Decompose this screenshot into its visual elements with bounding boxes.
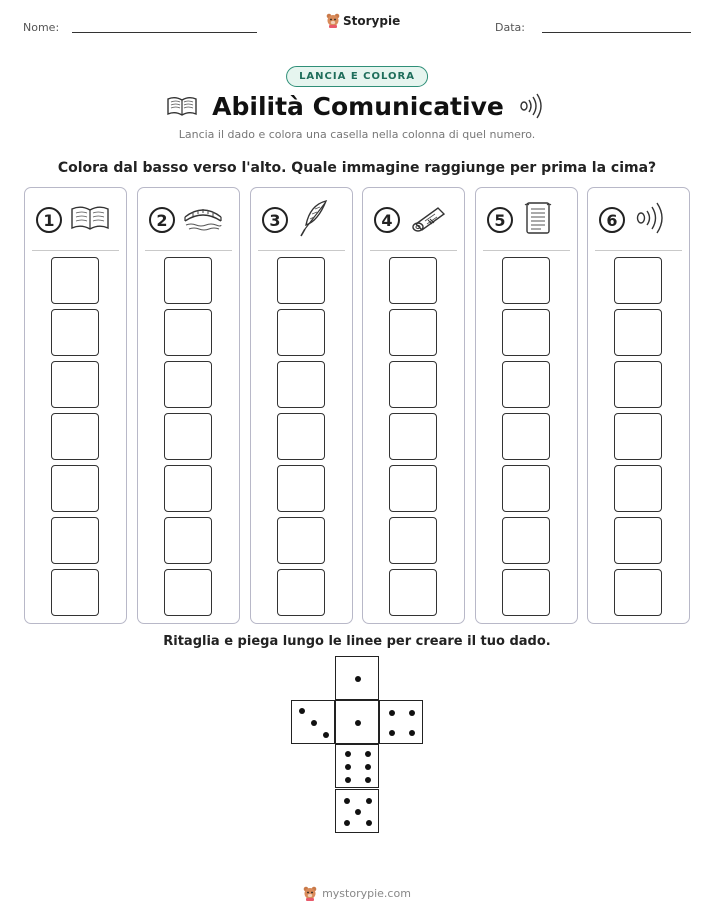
color-box[interactable] (164, 257, 212, 304)
die-pip (355, 809, 361, 815)
column-header (259, 202, 344, 238)
date-label: Data: (495, 21, 525, 34)
color-box[interactable] (614, 465, 662, 512)
column-divider (370, 250, 457, 251)
sound-waves-icon (633, 201, 671, 240)
bridge-icon (183, 203, 223, 238)
die-face-1 (335, 700, 379, 744)
name-label: Nome: (23, 21, 60, 34)
scroll-icon (408, 202, 448, 239)
box-stack (164, 257, 213, 621)
box-stack (614, 257, 663, 621)
color-box[interactable] (502, 517, 550, 564)
color-box[interactable] (277, 465, 325, 512)
color-box[interactable] (614, 569, 662, 616)
sound-waves-icon (518, 91, 548, 121)
color-box[interactable] (502, 361, 550, 408)
color-box[interactable] (164, 309, 212, 356)
box-stack (502, 257, 551, 621)
bear-icon (303, 886, 317, 901)
color-box[interactable] (277, 569, 325, 616)
die-pip (344, 798, 350, 804)
color-box[interactable] (164, 465, 212, 512)
color-box[interactable] (51, 257, 99, 304)
open-book-icon (166, 94, 198, 118)
color-box[interactable] (164, 517, 212, 564)
column-header (484, 202, 569, 238)
color-box[interactable] (51, 517, 99, 564)
column-divider (32, 250, 119, 251)
color-box[interactable] (51, 465, 99, 512)
column-divider (595, 250, 682, 251)
color-box[interactable] (389, 361, 437, 408)
column-number: 5 (487, 207, 513, 233)
color-box[interactable] (389, 517, 437, 564)
box-stack (277, 257, 326, 621)
column-number: 6 (599, 207, 625, 233)
cut-instruction: Ritaglia e piega lungo le linee per creare il tuo dado. (163, 634, 551, 649)
die-pip (365, 764, 371, 770)
color-box[interactable] (389, 257, 437, 304)
activity-badge: LANCIA E COLORA (286, 66, 428, 87)
column-header (371, 202, 456, 238)
color-box[interactable] (614, 517, 662, 564)
die-pip (344, 820, 350, 826)
die-pip (311, 720, 317, 726)
document-icon (521, 200, 555, 241)
column-header (146, 202, 231, 238)
column-5 (475, 187, 578, 624)
quill-icon (296, 199, 330, 242)
color-box[interactable] (389, 569, 437, 616)
page-title: Abilità Comunicative (212, 91, 504, 121)
color-box[interactable] (51, 361, 99, 408)
die-pip (323, 732, 329, 738)
footer-url: mystorypie.com (322, 887, 411, 900)
die-pip (355, 720, 361, 726)
brand-name: Storypie (343, 13, 401, 28)
column-1 (24, 187, 127, 624)
brand-logo (326, 13, 400, 28)
box-stack (389, 257, 438, 621)
bear-icon (326, 13, 340, 28)
die-face-5 (335, 789, 379, 833)
die-pip (355, 676, 361, 682)
subtitle: Lancia il dado e colora una casella nella colonna di quel numero. (178, 128, 536, 141)
column-divider (483, 250, 570, 251)
die-pip (299, 708, 305, 714)
open-book-icon (70, 203, 110, 238)
color-box[interactable] (277, 309, 325, 356)
name-line (72, 32, 257, 33)
die-pip (365, 751, 371, 757)
color-box[interactable] (51, 569, 99, 616)
column-6 (587, 187, 690, 624)
color-box[interactable] (277, 517, 325, 564)
die-pip (409, 710, 415, 716)
die-face-3 (291, 700, 335, 744)
color-box[interactable] (51, 309, 99, 356)
column-4 (362, 187, 465, 624)
instruction: Colora dal basso verso l'alto. Quale immagine raggiunge per prima la cima? (57, 160, 657, 176)
box-stack (51, 257, 100, 621)
die-face-4 (379, 700, 423, 744)
column-header (596, 202, 681, 238)
color-box[interactable] (614, 413, 662, 460)
die-pip (366, 820, 372, 826)
column-number: 4 (374, 207, 400, 233)
die-pip (345, 751, 351, 757)
date-line (542, 32, 691, 33)
color-box[interactable] (277, 413, 325, 460)
column-2 (137, 187, 240, 624)
column-divider (258, 250, 345, 251)
title-row (0, 91, 714, 121)
color-box[interactable] (502, 465, 550, 512)
die-pip (345, 764, 351, 770)
die-pip (409, 730, 415, 736)
die-pip (366, 798, 372, 804)
color-box[interactable] (277, 361, 325, 408)
color-box[interactable] (51, 413, 99, 460)
footer (0, 886, 714, 901)
color-box[interactable] (164, 413, 212, 460)
color-box[interactable] (389, 413, 437, 460)
die-pip (389, 730, 395, 736)
column-header (33, 202, 118, 238)
color-box[interactable] (389, 465, 437, 512)
color-box[interactable] (502, 257, 550, 304)
die-pip (345, 777, 351, 783)
color-box[interactable] (502, 309, 550, 356)
color-box[interactable] (502, 413, 550, 460)
column-3 (250, 187, 353, 624)
column-number: 3 (262, 207, 288, 233)
color-box[interactable] (164, 361, 212, 408)
die-pip (365, 777, 371, 783)
color-box[interactable] (502, 569, 550, 616)
color-box[interactable] (614, 361, 662, 408)
column-number: 2 (149, 207, 175, 233)
color-box[interactable] (614, 257, 662, 304)
die-face-1 (335, 656, 379, 700)
color-box[interactable] (614, 309, 662, 356)
die-face-6 (335, 744, 379, 788)
color-box[interactable] (164, 569, 212, 616)
column-divider (145, 250, 232, 251)
color-box[interactable] (277, 257, 325, 304)
color-box[interactable] (389, 309, 437, 356)
column-number: 1 (36, 207, 62, 233)
die-pip (389, 710, 395, 716)
